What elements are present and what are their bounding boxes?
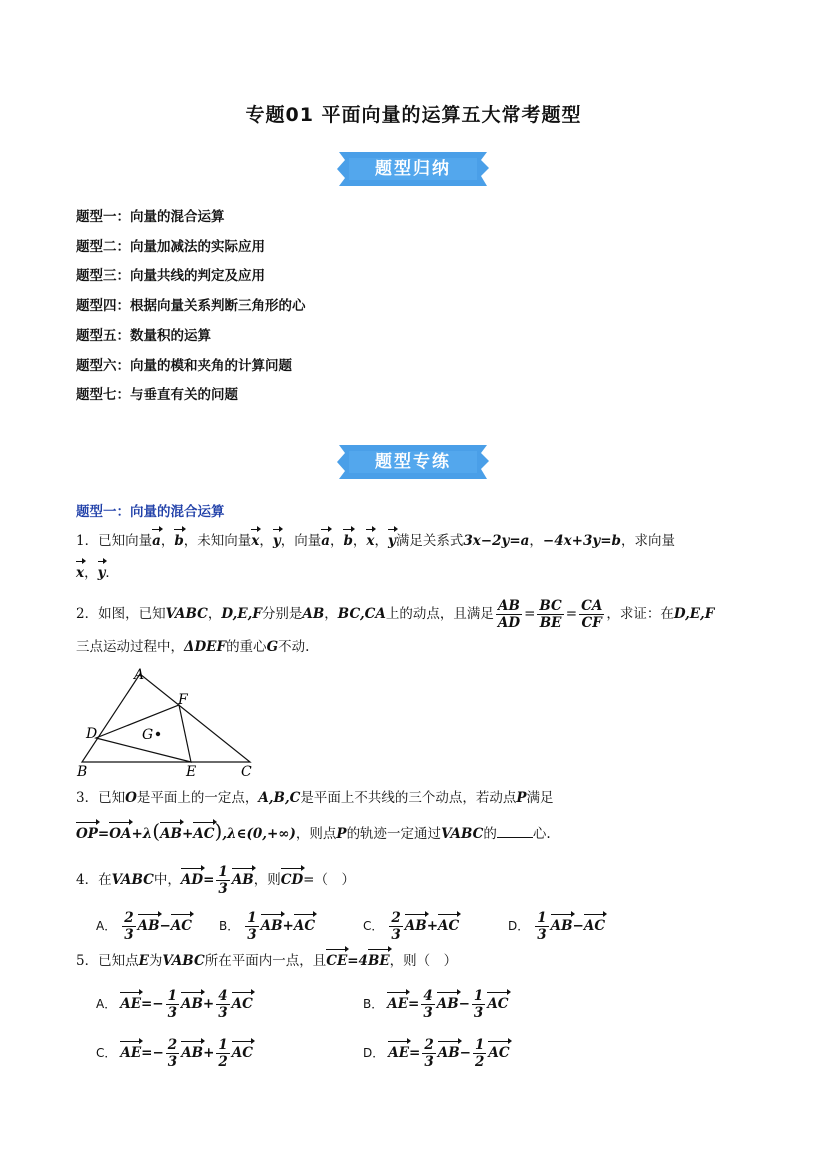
section-heading: 题型一：向量的混合运算 <box>76 504 225 520</box>
label-A: A <box>134 667 145 683</box>
triangle-figure <box>74 666 260 780</box>
label-D: D <box>86 726 98 742</box>
page-title: 专题01 平面向量的运算五大常考题型 <box>245 104 582 126</box>
q5-option-c[interactable]: C． AE=− $\frac{2}{3}$ AB+ $\frac{1}{2}$ AC <box>96 1037 254 1070</box>
q5-option-a[interactable]: A． AE=− $\frac{1}{3}$ AB+ $\frac{4}{3}$ AC <box>96 988 253 1021</box>
q4-option-b[interactable]: B． $\frac{1}{3}$ AB+AC <box>219 910 316 943</box>
label-F: F <box>178 692 188 708</box>
q4-option-a[interactable]: A． $\frac{2}{3}$ AB−AC <box>96 910 193 943</box>
label-C: C <box>241 764 252 780</box>
q4-option-c[interactable]: C． $\frac{2}{3}$ AB+AC <box>363 910 460 943</box>
summary-item: 题型六：向量的模和夹角的计算问题 <box>76 358 292 374</box>
banner-label: 题型归纳 <box>375 159 451 179</box>
answer-blank[interactable] <box>497 825 533 838</box>
question-5: 5．已知点E为VABC所在平面内一点，且CE=4BE，则（ ） <box>76 953 458 969</box>
question-4: 4．在VABC中，AD= $\frac{1}{3}$ AB，则CD=（ ） <box>76 864 355 897</box>
summary-item: 题型七：与垂直有关的问题 <box>76 387 238 403</box>
question-2: 2．如图，已知VABC，D,E,F分别是AB，BC,CA上的动点，且满足 $\frac{AB}{AD}$ = $\frac{BC}{BE}$ = $\frac{CA}{CF}$ ，求证：在D,E,F <box>76 598 715 631</box>
practice-banner <box>333 441 493 483</box>
label-B: B <box>77 764 88 780</box>
question-1-cont: x，y． <box>76 565 119 581</box>
banner-label: 题型专练 <box>375 452 451 472</box>
question-1: 1．已知向量a，b，未知向量x，y，向量a，b，x，y满足关系式3x−2y=a，−4x+3y=b，求向量 <box>76 533 675 549</box>
question-3: 3．已知O是平面上的一定点，A,B,C是平面上不共线的三个动点，若动点P满足 <box>76 790 554 806</box>
summary-item: 题型二：向量加减法的实际应用 <box>76 239 265 255</box>
q4-option-d[interactable]: D． $\frac{1}{3}$ AB−AC <box>508 910 606 943</box>
question-2-cont: 三点运动过程中，ΔDEF的重心G不动. <box>76 639 310 655</box>
label-G: G <box>142 727 154 743</box>
summary-item: 题型四：根据向量关系判断三角形的心 <box>76 298 306 314</box>
summary-banner <box>333 148 493 190</box>
summary-item: 题型三：向量共线的判定及应用 <box>76 268 265 284</box>
q5-option-b[interactable]: B． AE= $\frac{4}{3}$ AB− $\frac{1}{3}$ AC <box>363 988 509 1021</box>
summary-item: 题型五：数量积的运算 <box>76 328 211 344</box>
summary-item: 题型一：向量的混合运算 <box>76 209 225 225</box>
question-3-cont: OP=OA+λ(AB+AC),λ∈(0,+∞)，则点P的轨迹一定通过VABC的 心. <box>76 819 551 843</box>
q5-option-d[interactable]: D． AE= $\frac{2}{3}$ AB− $\frac{1}{2}$ AC <box>363 1037 510 1070</box>
label-E: E <box>186 764 197 780</box>
